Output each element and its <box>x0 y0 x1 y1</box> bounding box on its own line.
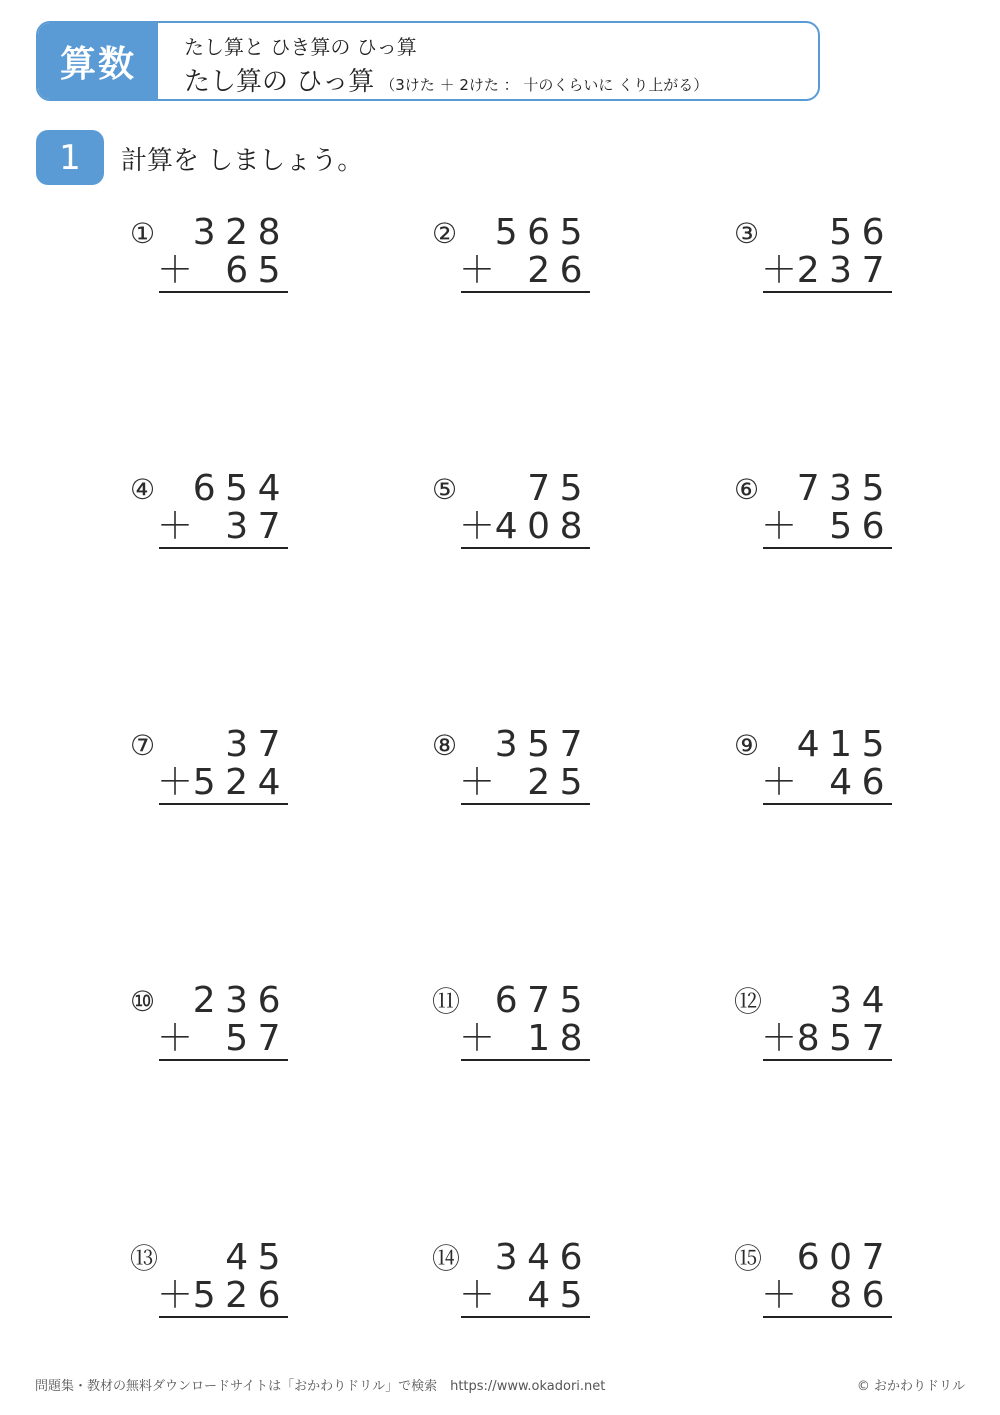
addend-row <box>734 764 894 802</box>
plus-sign: ＋ <box>760 1018 797 1059</box>
addend-value: 37 <box>225 506 290 547</box>
augend <box>432 982 592 1020</box>
header-category: たし算と ひき算の ひっ算 <box>184 35 417 59</box>
augend <box>130 470 290 508</box>
problem-number: ⑭ <box>432 1242 461 1275</box>
instruction: 計算を しましょう。 <box>121 146 364 176</box>
augend <box>432 214 592 252</box>
problem-number: ⑮ <box>734 1242 763 1275</box>
problem <box>432 724 612 818</box>
plus-sign: ＋ <box>458 762 495 803</box>
subject-badge: 算数 <box>38 23 158 99</box>
answer-line <box>461 1059 590 1061</box>
addend-value: 45 <box>527 1275 592 1316</box>
augend-value: 735 <box>796 468 894 509</box>
plus-sign: ＋ <box>458 1275 495 1316</box>
answer-line <box>763 803 892 805</box>
addend-value: 46 <box>829 762 894 803</box>
answer-line <box>159 547 288 549</box>
addend-row <box>130 252 290 290</box>
problem-number: ⑤ <box>432 473 458 506</box>
augend <box>432 726 592 764</box>
augend <box>130 726 290 764</box>
answer-line <box>159 291 288 293</box>
augend <box>734 470 894 508</box>
addend-row <box>432 1277 592 1315</box>
augend-value: 75 <box>527 468 592 509</box>
augend <box>432 470 592 508</box>
section-number: 1 <box>36 130 104 185</box>
augend <box>734 982 894 1020</box>
addend-row <box>432 252 592 290</box>
problem <box>130 980 310 1074</box>
augend-value: 346 <box>494 1237 592 1278</box>
addend-row <box>432 1020 592 1058</box>
footer-left: 問題集・教材の無料ダウンロードサイトは「おかわりドリル」で検索 https://www.okadori.net <box>35 1379 606 1394</box>
addend-value: 57 <box>225 1018 290 1059</box>
addend-row <box>130 1020 290 1058</box>
plus-sign: ＋ <box>156 1275 193 1316</box>
header-title-line <box>184 61 708 98</box>
augend-value: 654 <box>192 468 290 509</box>
addend-row <box>734 252 894 290</box>
augend <box>130 1239 290 1277</box>
answer-line <box>461 803 590 805</box>
problem <box>130 468 310 562</box>
problem <box>130 724 310 818</box>
answer-line <box>763 1059 892 1061</box>
addend-row <box>432 764 592 802</box>
addend-row <box>130 764 290 802</box>
augend-value: 328 <box>192 212 290 253</box>
augend <box>734 726 894 764</box>
addend-row <box>432 508 592 546</box>
problem <box>734 724 914 818</box>
addend-value: 56 <box>829 506 894 547</box>
plus-sign: ＋ <box>156 250 193 291</box>
header-title: たし算の ひっ算 <box>184 67 375 97</box>
addend-value: 25 <box>527 762 592 803</box>
augend-value: 565 <box>494 212 592 253</box>
header-box <box>36 21 820 101</box>
problem <box>130 1237 310 1331</box>
augend <box>130 982 290 1020</box>
problem-number: ⑧ <box>432 729 458 762</box>
problem-number: ⑩ <box>130 985 156 1018</box>
answer-line <box>763 291 892 293</box>
plus-sign: ＋ <box>156 1018 193 1059</box>
plus-sign: ＋ <box>760 762 797 803</box>
problem-number: ④ <box>130 473 156 506</box>
problem <box>432 980 612 1074</box>
answer-line <box>763 1316 892 1318</box>
plus-sign: ＋ <box>458 1018 495 1059</box>
answer-line <box>461 291 590 293</box>
plus-sign: ＋ <box>458 250 495 291</box>
problem-number: ⑫ <box>734 985 763 1018</box>
addend-value: 408 <box>494 506 592 547</box>
addend-value: 86 <box>829 1275 894 1316</box>
problem <box>432 468 612 562</box>
answer-line <box>159 1059 288 1061</box>
addend-value: 524 <box>192 762 290 803</box>
plus-sign: ＋ <box>760 250 797 291</box>
problem-number: ⑪ <box>432 985 461 1018</box>
plus-sign: ＋ <box>760 1275 797 1316</box>
augend-value: 415 <box>796 724 894 765</box>
problem-number: ⑬ <box>130 1242 159 1275</box>
problem-number: ③ <box>734 217 760 250</box>
answer-line <box>763 547 892 549</box>
addend-value: 65 <box>225 250 290 291</box>
addend-value: 26 <box>527 250 592 291</box>
augend <box>734 1239 894 1277</box>
addend-row <box>130 1277 290 1315</box>
addend-row <box>734 1277 894 1315</box>
problem <box>734 1237 914 1331</box>
problem-number: ⑨ <box>734 729 760 762</box>
augend <box>130 214 290 252</box>
augend-value: 607 <box>796 1237 894 1278</box>
addend-row <box>734 1020 894 1058</box>
augend-value: 45 <box>225 1237 290 1278</box>
problem <box>432 212 612 306</box>
addend-value: 857 <box>796 1018 894 1059</box>
augend-value: 236 <box>192 980 290 1021</box>
problem <box>432 1237 612 1331</box>
footer-right: © おかわりドリル <box>856 1379 965 1394</box>
header-detail: （3けた ＋ 2けた ： 十のくらいに くり上がる） <box>380 76 709 94</box>
augend <box>432 1239 592 1277</box>
plus-sign: ＋ <box>458 506 495 547</box>
addend-row <box>734 508 894 546</box>
problem-number: ⑥ <box>734 473 760 506</box>
augend <box>734 214 894 252</box>
augend-value: 34 <box>829 980 894 1021</box>
problem-number: ⑦ <box>130 729 156 762</box>
problem <box>130 212 310 306</box>
answer-line <box>159 1316 288 1318</box>
addend-value: 18 <box>527 1018 592 1059</box>
answer-line <box>159 803 288 805</box>
answer-line <box>461 547 590 549</box>
plus-sign: ＋ <box>156 506 193 547</box>
problem-number: ① <box>130 217 156 250</box>
addend-value: 237 <box>796 250 894 291</box>
augend-value: 357 <box>494 724 592 765</box>
augend-value: 56 <box>829 212 894 253</box>
problem-number: ② <box>432 217 458 250</box>
problem <box>734 212 914 306</box>
answer-line <box>461 1316 590 1318</box>
augend-value: 675 <box>494 980 592 1021</box>
problem <box>734 468 914 562</box>
problem <box>734 980 914 1074</box>
addend-row <box>130 508 290 546</box>
augend-value: 37 <box>225 724 290 765</box>
plus-sign: ＋ <box>156 762 193 803</box>
plus-sign: ＋ <box>760 506 797 547</box>
addend-value: 526 <box>192 1275 290 1316</box>
